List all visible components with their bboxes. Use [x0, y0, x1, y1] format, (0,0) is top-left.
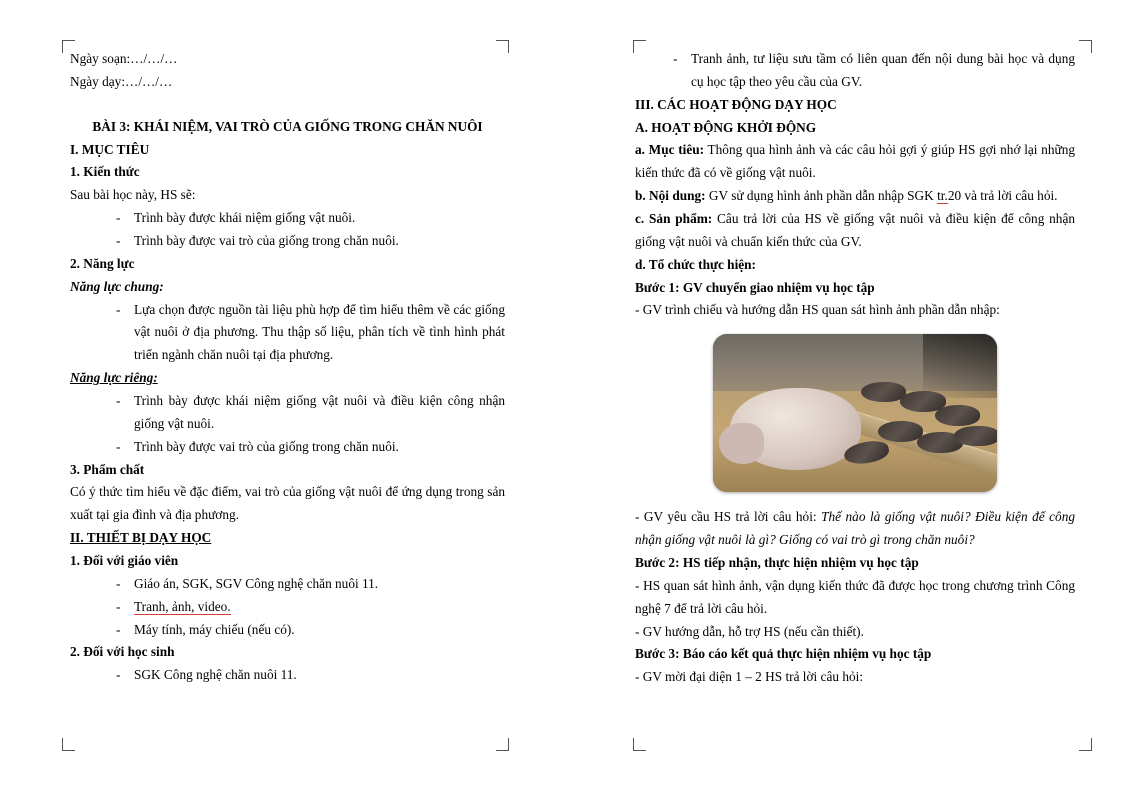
- photo-shadow: [923, 334, 997, 397]
- list-item-label: Tranh, ảnh, video.: [134, 598, 231, 614]
- thiet-bi-hoc-sinh-list: [635, 48, 1075, 94]
- san-pham-label: c. Sản phẩm:: [635, 211, 713, 227]
- crop-mark-bottom-left: [62, 738, 75, 751]
- subsection-1-kien-thuc: 1. Kiến thức: [70, 164, 140, 180]
- date-soan-line: Ngày soạn:…/…/…: [70, 51, 178, 66]
- muc-tieu-label: a. Mục tiêu:: [635, 142, 705, 158]
- section-a-heading: A. HOẠT ĐỘNG KHỞI ĐỘNG: [635, 119, 817, 135]
- buoc-1-heading: Bước 1: GV chuyển giao nhiệm vụ học tập: [635, 279, 875, 295]
- noi-dung-paragraph: [635, 185, 1075, 208]
- list-item: - Trình bày được vai trò của giống trong chăn nuôi.: [108, 230, 505, 253]
- buoc-3-text: - GV mời đại diện 1 – 2 HS trả lời câu hỏi:: [635, 669, 864, 685]
- photo-piglet: [861, 382, 906, 403]
- crop-mark-bottom-right: [496, 738, 509, 751]
- subsection-doi-voi-hoc-sinh: 2. Đối với học sinh: [70, 644, 175, 660]
- san-pham-text: Câu trả lời của HS về giống vật nuôi và điều kiện để công nhận giống vật nuôi và chuẩn kiến thức của GV.: [635, 211, 1075, 249]
- photo-piglet: [954, 426, 997, 447]
- giao-vien-list: [70, 573, 505, 642]
- list-item: - SGK Công nghệ chăn nuôi 11.: [108, 664, 505, 687]
- left-page-content: [70, 48, 505, 687]
- nang-luc-rieng-label: Năng lực riêng:: [70, 370, 158, 386]
- pig-photo: [713, 334, 997, 492]
- noi-dung-text-1: GV sử dụng hình ảnh phần dẫn nhập SGK: [705, 188, 938, 204]
- noi-dung-text-2: 20 và trả lời câu hỏi.: [947, 188, 1058, 204]
- crop-mark-top-right: [1079, 40, 1092, 53]
- crop-mark-bottom-left: [633, 738, 646, 751]
- kien-thuc-list: [70, 207, 505, 253]
- list-item: - Trình bày được khái niệm giống vật nuôi và điều kiện công nhận giống vật nuôi.: [108, 390, 505, 436]
- to-chuc-thuc-hien-label: d. Tổ chức thực hiện:: [635, 256, 756, 272]
- subsection-3-pham-chat: 3. Phẩm chất: [70, 461, 145, 477]
- nang-luc-chung-label: Năng lực chung:: [70, 278, 164, 294]
- question-lead: - GV yêu cầu HS trả lời câu hỏi:: [635, 509, 822, 525]
- list-item: - Lựa chọn được nguồn tài liệu phù hợp để tìm hiểu thêm về các giống vật nuôi ở địa phương. Thu thập số liệu, phân tích về tình hình phát triển ngành chăn nuôi tại địa phương.: [108, 299, 505, 368]
- crop-mark-bottom-right: [1079, 738, 1092, 751]
- buoc-2-text-1: - HS quan sát hình ảnh, vận dụng kiến thức đã được học trong chương trình Công nghệ 7 để trả lời câu hỏi.: [635, 577, 1075, 616]
- noi-dung-text-link: tr.: [937, 188, 948, 204]
- muc-tieu-text: Thông qua hình ảnh và các câu hỏi gợi ý giúp HS gợi nhớ lại những kiến thức đã có về giống vật nuôi.: [635, 142, 1075, 181]
- list-item: - Trình bày được khái niệm giống vật nuôi.: [108, 207, 505, 230]
- document-page-left: [0, 0, 573, 787]
- section-iii-heading: III. CÁC HOẠT ĐỘNG DẠY HỌC: [635, 96, 837, 112]
- buoc-1-text: - GV trình chiếu và hướng dẫn HS quan sát hình ảnh phần dẫn nhập:: [635, 302, 1000, 318]
- right-page-content: [635, 48, 1075, 689]
- nang-luc-rieng-list: [70, 390, 505, 459]
- subsection-2-nang-luc: 2. Năng lực: [70, 255, 135, 271]
- question-paragraph: [635, 506, 1075, 552]
- nang-luc-chung-list: [70, 299, 505, 368]
- san-pham-paragraph: [635, 208, 1075, 254]
- buoc-2-heading: Bước 2: HS tiếp nhận, thực hiện nhiệm vụ học tập: [635, 555, 919, 571]
- buoc-2-text-2: - GV hướng dẫn, hỗ trợ HS (nếu cần thiết).: [635, 623, 864, 639]
- list-item: - Máy tính, máy chiếu (nếu có).: [108, 619, 505, 642]
- list-item: - Trình bày được vai trò của giống trong chăn nuôi.: [108, 436, 505, 459]
- section-i-heading: I. MỤC TIÊU: [70, 141, 150, 157]
- document-page-right: [573, 0, 1147, 787]
- photo-sow-head: [719, 423, 764, 464]
- intro-line: Sau bài học này, HS sẽ:: [70, 187, 196, 203]
- photo-piglet: [935, 405, 980, 426]
- muc-tieu-paragraph: [635, 139, 1075, 185]
- hoc-sinh-list: [70, 664, 505, 687]
- list-item: [108, 596, 505, 619]
- pham-chat-text: Có ý thức tìm hiểu về đặc điểm, vai trò của giống vật nuôi để ứng dụng trong sản xuất tại gia đình và địa phương.: [70, 484, 505, 523]
- section-ii-heading: II. THIẾT BỊ DẠY HỌC: [70, 530, 212, 546]
- date-day-line: Ngày dạy:…/…/…: [70, 73, 173, 89]
- subsection-doi-voi-giao-vien: 1. Đối với giáo viên: [70, 553, 179, 569]
- photo-piglet: [878, 421, 923, 442]
- list-item: - Tranh ảnh, tư liệu sưu tầm có liên quan đến nội dung bài học và dụng cụ học tập theo yêu cầu của GV.: [665, 48, 1075, 94]
- list-item: - Giáo án, SGK, SGV Công nghệ chăn nuôi 11.: [108, 573, 505, 596]
- lesson-title: BÀI 3: KHÁI NIỆM, VAI TRÒ CỦA GIỐNG TRONG CHĂN NUÔI: [92, 118, 483, 134]
- buoc-3-heading: Bước 3: Báo cáo kết quả thực hiện nhiệm vụ học tập: [635, 646, 932, 662]
- noi-dung-label: b. Nội dung:: [635, 188, 706, 204]
- question-text: Thế nào là giống vật nuôi? Điều kiện để công nhận giống vật nuôi là gì? Giống có vai trò gì trong chăn nuôi?: [635, 509, 1075, 548]
